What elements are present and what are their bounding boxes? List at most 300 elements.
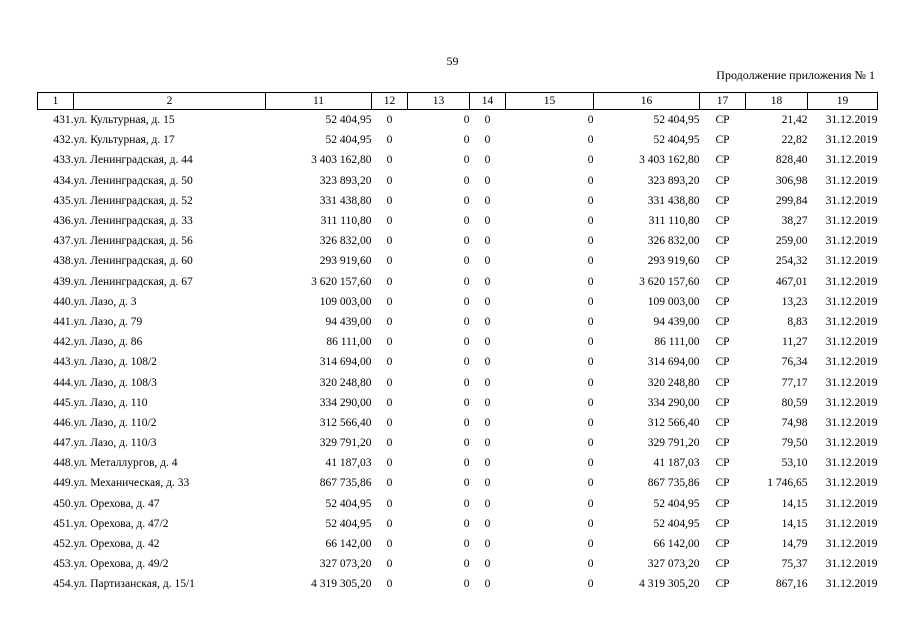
col-18-value: 306,98 <box>775 174 808 187</box>
row-number: 442. <box>53 336 74 349</box>
col-12-value: 0 <box>386 497 393 510</box>
row-number: 452. <box>53 538 74 551</box>
col-18-value: 21,42 <box>781 114 808 127</box>
address: ул. Культурная, д. 17 <box>73 134 175 147</box>
col-19-date: 31.12.2019 <box>825 457 878 470</box>
address: ул. Лазо, д. 86 <box>73 336 143 349</box>
col-12-value: 0 <box>386 215 393 228</box>
col-17-value: СР <box>715 194 730 207</box>
col-19-date: 31.12.2019 <box>825 336 878 349</box>
col-14-value: 0 <box>484 336 491 349</box>
col-11-value: 52 404,95 <box>325 497 372 510</box>
col-13-value: 0 <box>463 235 470 248</box>
address: ул. Лазо, д. 108/3 <box>73 376 157 389</box>
row-number: 432. <box>53 134 74 147</box>
col-16-value: 3 620 157,60 <box>639 275 700 288</box>
col-13-value: 0 <box>463 114 470 127</box>
column-header: 1 <box>38 93 74 110</box>
address: ул. Орехова, д. 47 <box>73 497 160 510</box>
row-number: 449. <box>53 477 74 490</box>
col-18-value: 254,32 <box>775 255 808 268</box>
col-12-value: 0 <box>386 235 393 248</box>
col-19-date: 31.12.2019 <box>825 134 878 147</box>
col-15-value: 0 <box>587 558 594 571</box>
col-13-value: 0 <box>463 477 470 490</box>
col-12-value: 0 <box>386 255 393 268</box>
col-11-value: 312 566,40 <box>319 416 372 429</box>
col-13-value: 0 <box>463 295 470 308</box>
col-11-value: 41 187,03 <box>325 457 372 470</box>
col-17-value: СР <box>715 396 730 409</box>
column-header: 15 <box>506 93 594 110</box>
col-11-value: 3 620 157,60 <box>311 275 372 288</box>
col-14-value: 0 <box>484 578 491 591</box>
col-17-value: СР <box>715 477 730 490</box>
col-11-value: 52 404,95 <box>325 114 372 127</box>
col-12-value: 0 <box>386 174 393 187</box>
col-14-value: 0 <box>484 356 491 369</box>
table-row <box>38 393 878 413</box>
col-17-value: СР <box>715 336 730 349</box>
table-row <box>38 110 878 131</box>
table-row <box>38 433 878 453</box>
col-14-value: 0 <box>484 154 491 167</box>
table-row <box>38 130 878 150</box>
address: ул. Лазо, д. 108/2 <box>73 356 157 369</box>
col-15-value: 0 <box>587 114 594 127</box>
table-row <box>38 574 878 594</box>
col-13-value: 0 <box>463 134 470 147</box>
col-15-value: 0 <box>587 174 594 187</box>
col-13-value: 0 <box>463 558 470 571</box>
col-14-value: 0 <box>484 275 491 288</box>
col-17-value: СР <box>715 356 730 369</box>
col-19-date: 31.12.2019 <box>825 396 878 409</box>
header-row <box>38 93 878 110</box>
row-number: 435. <box>53 194 74 207</box>
col-15-value: 0 <box>587 416 594 429</box>
col-19-date: 31.12.2019 <box>825 477 878 490</box>
col-16-value: 327 073,20 <box>647 558 700 571</box>
col-16-value: 52 404,95 <box>653 134 700 147</box>
table-row <box>38 272 878 292</box>
col-11-value: 320 248,80 <box>319 376 372 389</box>
col-18-value: 22,82 <box>781 134 808 147</box>
col-14-value: 0 <box>484 194 491 207</box>
col-16-value: 293 919,60 <box>647 255 700 268</box>
row-number: 443. <box>53 356 74 369</box>
continuation-label: Продолжение приложения № 1 <box>716 68 875 82</box>
col-18-value: 14,79 <box>781 538 808 551</box>
col-15-value: 0 <box>587 457 594 470</box>
column-header: 11 <box>266 93 372 110</box>
table-row <box>38 191 878 211</box>
table-row <box>38 453 878 473</box>
col-15-value: 0 <box>587 295 594 308</box>
address: ул. Ленинградская, д. 56 <box>73 235 193 248</box>
col-16-value: 331 438,80 <box>647 194 700 207</box>
col-16-value: 311 110,80 <box>648 215 700 228</box>
col-13-value: 0 <box>463 396 470 409</box>
table-row <box>38 473 878 493</box>
address: ул. Ленинградская, д. 33 <box>73 215 193 228</box>
col-12-value: 0 <box>386 416 393 429</box>
column-header: 16 <box>594 93 700 110</box>
col-11-value: 94 439,00 <box>325 315 372 328</box>
row-number: 451. <box>53 517 74 530</box>
address: ул. Орехова, д. 42 <box>73 538 160 551</box>
col-11-value: 323 893,20 <box>319 174 372 187</box>
address: ул. Партизанская, д. 15/1 <box>73 578 195 591</box>
col-14-value: 0 <box>484 376 491 389</box>
col-16-value: 52 404,95 <box>653 497 700 510</box>
col-19-date: 31.12.2019 <box>825 235 878 248</box>
col-18-value: 299,84 <box>775 194 808 207</box>
row-number: 445. <box>53 396 74 409</box>
col-19-date: 31.12.2019 <box>825 578 878 591</box>
col-17-value: СР <box>715 235 730 248</box>
col-16-value: 52 404,95 <box>653 114 700 127</box>
col-16-value: 334 290,00 <box>647 396 700 409</box>
col-16-value: 109 003,00 <box>647 295 700 308</box>
col-15-value: 0 <box>587 336 594 349</box>
col-13-value: 0 <box>463 457 470 470</box>
col-13-value: 0 <box>463 437 470 450</box>
col-15-value: 0 <box>587 194 594 207</box>
col-16-value: 3 403 162,80 <box>639 154 700 167</box>
column-header: 19 <box>808 93 878 110</box>
col-13-value: 0 <box>463 336 470 349</box>
col-14-value: 0 <box>484 457 491 470</box>
row-number: 440. <box>53 295 74 308</box>
column-header: 14 <box>470 93 506 110</box>
col-11-value: 867 735,86 <box>319 477 372 490</box>
col-19-date: 31.12.2019 <box>825 174 878 187</box>
col-17-value: СР <box>715 134 730 147</box>
col-14-value: 0 <box>484 255 491 268</box>
col-12-value: 0 <box>386 134 393 147</box>
col-16-value: 41 187,03 <box>653 457 700 470</box>
address: ул. Ленинградская, д. 60 <box>73 255 193 268</box>
col-15-value: 0 <box>587 215 594 228</box>
col-12-value: 0 <box>386 275 393 288</box>
col-17-value: СР <box>715 437 730 450</box>
col-19-date: 31.12.2019 <box>825 517 878 530</box>
col-18-value: 75,37 <box>781 558 808 571</box>
col-18-value: 79,50 <box>781 437 808 450</box>
col-11-value: 326 832,00 <box>319 235 372 248</box>
col-18-value: 53,10 <box>781 457 808 470</box>
col-17-value: СР <box>715 295 730 308</box>
col-17-value: СР <box>715 376 730 389</box>
col-16-value: 329 791,20 <box>647 437 700 450</box>
col-15-value: 0 <box>587 154 594 167</box>
col-16-value: 867 735,86 <box>647 477 700 490</box>
row-number: 439. <box>53 275 74 288</box>
col-19-date: 31.12.2019 <box>825 497 878 510</box>
col-18-value: 867,16 <box>775 578 808 591</box>
col-12-value: 0 <box>386 336 393 349</box>
col-19-date: 31.12.2019 <box>825 275 878 288</box>
col-19-date: 31.12.2019 <box>825 114 878 127</box>
table-body <box>38 110 878 595</box>
col-18-value: 467,01 <box>775 275 808 288</box>
col-13-value: 0 <box>463 356 470 369</box>
col-14-value: 0 <box>484 416 491 429</box>
col-19-date: 31.12.2019 <box>825 194 878 207</box>
address: ул. Ленинградская, д. 52 <box>73 194 193 207</box>
col-13-value: 0 <box>463 275 470 288</box>
column-header: 18 <box>746 93 808 110</box>
col-12-value: 0 <box>386 376 393 389</box>
col-13-value: 0 <box>463 315 470 328</box>
col-15-value: 0 <box>587 477 594 490</box>
col-16-value: 326 832,00 <box>647 235 700 248</box>
address: ул. Лазо, д. 110/3 <box>73 437 157 450</box>
table-row <box>38 251 878 271</box>
col-15-value: 0 <box>587 437 594 450</box>
row-number: 446. <box>53 416 74 429</box>
col-13-value: 0 <box>463 255 470 268</box>
row-number: 441. <box>53 315 74 328</box>
col-19-date: 31.12.2019 <box>825 215 878 228</box>
table-row <box>38 352 878 372</box>
col-12-value: 0 <box>386 154 393 167</box>
col-16-value: 314 694,00 <box>647 356 700 369</box>
col-11-value: 329 791,20 <box>319 437 372 450</box>
column-header: 12 <box>372 93 408 110</box>
col-19-date: 31.12.2019 <box>825 558 878 571</box>
table-row <box>38 211 878 231</box>
address: ул. Металлургов, д. 4 <box>73 457 178 470</box>
col-12-value: 0 <box>386 396 393 409</box>
col-13-value: 0 <box>463 215 470 228</box>
row-number: 431. <box>53 114 74 127</box>
col-12-value: 0 <box>386 194 393 207</box>
col-14-value: 0 <box>484 215 491 228</box>
col-18-value: 14,15 <box>781 517 808 530</box>
table-row <box>38 150 878 170</box>
col-19-date: 31.12.2019 <box>825 538 878 551</box>
col-14-value: 0 <box>484 114 491 127</box>
address: ул. Лазо, д. 110 <box>73 396 148 409</box>
col-17-value: СР <box>715 517 730 530</box>
col-18-value: 14,15 <box>781 497 808 510</box>
col-12-value: 0 <box>386 437 393 450</box>
table-row <box>38 372 878 392</box>
col-18-value: 8,83 <box>787 315 808 328</box>
col-18-value: 77,17 <box>781 376 808 389</box>
col-12-value: 0 <box>386 477 393 490</box>
address: ул. Ленинградская, д. 67 <box>73 275 193 288</box>
col-15-value: 0 <box>587 578 594 591</box>
col-17-value: СР <box>715 215 730 228</box>
table-row <box>38 312 878 332</box>
col-17-value: СР <box>715 154 730 167</box>
col-19-date: 31.12.2019 <box>825 315 878 328</box>
col-18-value: 828,40 <box>775 154 808 167</box>
col-16-value: 312 566,40 <box>647 416 700 429</box>
col-11-value: 334 290,00 <box>319 396 372 409</box>
row-number: 448. <box>53 457 74 470</box>
col-17-value: СР <box>715 315 730 328</box>
col-19-date: 31.12.2019 <box>825 437 878 450</box>
table-row <box>38 514 878 534</box>
row-number: 447. <box>53 437 74 450</box>
col-18-value: 80,59 <box>781 396 808 409</box>
col-14-value: 0 <box>484 396 491 409</box>
col-13-value: 0 <box>463 578 470 591</box>
col-14-value: 0 <box>484 437 491 450</box>
col-19-date: 31.12.2019 <box>825 376 878 389</box>
col-13-value: 0 <box>463 174 470 187</box>
col-17-value: СР <box>715 275 730 288</box>
col-14-value: 0 <box>484 497 491 510</box>
col-14-value: 0 <box>484 315 491 328</box>
col-14-value: 0 <box>484 295 491 308</box>
table-row <box>38 494 878 514</box>
col-15-value: 0 <box>587 538 594 551</box>
col-12-value: 0 <box>386 538 393 551</box>
col-17-value: СР <box>715 416 730 429</box>
col-11-value: 52 404,95 <box>325 517 372 530</box>
address: ул. Ленинградская, д. 50 <box>73 174 193 187</box>
row-number: 444. <box>53 376 74 389</box>
col-15-value: 0 <box>587 275 594 288</box>
col-16-value: 94 439,00 <box>653 315 700 328</box>
column-header: 13 <box>408 93 470 110</box>
col-18-value: 76,34 <box>781 356 808 369</box>
address: ул. Механическая, д. 33 <box>73 477 190 490</box>
col-16-value: 4 319 305,20 <box>639 578 700 591</box>
col-11-value: 327 073,20 <box>319 558 372 571</box>
col-13-value: 0 <box>463 194 470 207</box>
table-row <box>38 292 878 312</box>
col-13-value: 0 <box>463 497 470 510</box>
col-16-value: 323 893,20 <box>647 174 700 187</box>
address: ул. Лазо, д. 79 <box>73 315 143 328</box>
col-11-value: 311 110,80 <box>320 215 372 228</box>
col-11-value: 109 003,00 <box>319 295 372 308</box>
col-14-value: 0 <box>484 558 491 571</box>
col-17-value: СР <box>715 578 730 591</box>
col-15-value: 0 <box>587 255 594 268</box>
col-15-value: 0 <box>587 376 594 389</box>
col-14-value: 0 <box>484 538 491 551</box>
address: ул. Ленинградская, д. 44 <box>73 154 193 167</box>
col-12-value: 0 <box>386 356 393 369</box>
col-11-value: 86 111,00 <box>326 336 372 349</box>
col-13-value: 0 <box>463 154 470 167</box>
address: ул. Орехова, д. 49/2 <box>73 558 169 571</box>
col-19-date: 31.12.2019 <box>825 255 878 268</box>
col-16-value: 66 142,00 <box>653 538 700 551</box>
row-number: 437. <box>53 235 74 248</box>
col-18-value: 38,27 <box>781 215 808 228</box>
col-15-value: 0 <box>587 235 594 248</box>
col-15-value: 0 <box>587 356 594 369</box>
col-18-value: 13,23 <box>781 295 808 308</box>
col-15-value: 0 <box>587 396 594 409</box>
col-12-value: 0 <box>386 558 393 571</box>
col-11-value: 331 438,80 <box>319 194 372 207</box>
col-12-value: 0 <box>386 517 393 530</box>
col-17-value: СР <box>715 457 730 470</box>
row-number: 438. <box>53 255 74 268</box>
row-number: 433. <box>53 154 74 167</box>
table-row <box>38 413 878 433</box>
table-row <box>38 171 878 191</box>
address: ул. Культурная, д. 15 <box>73 114 175 127</box>
table-row <box>38 534 878 554</box>
col-12-value: 0 <box>386 114 393 127</box>
col-17-value: СР <box>715 538 730 551</box>
row-number: 450. <box>53 497 74 510</box>
col-11-value: 3 403 162,80 <box>311 154 372 167</box>
table-row <box>38 332 878 352</box>
col-16-value: 52 404,95 <box>653 517 700 530</box>
col-14-value: 0 <box>484 477 491 490</box>
col-12-value: 0 <box>386 578 393 591</box>
col-17-value: СР <box>715 174 730 187</box>
col-19-date: 31.12.2019 <box>825 154 878 167</box>
col-13-value: 0 <box>463 517 470 530</box>
col-11-value: 293 919,60 <box>319 255 372 268</box>
col-13-value: 0 <box>463 416 470 429</box>
col-12-value: 0 <box>386 457 393 470</box>
address: ул. Лазо, д. 3 <box>73 295 137 308</box>
row-number: 454. <box>53 578 74 591</box>
col-13-value: 0 <box>463 376 470 389</box>
col-17-value: СР <box>715 558 730 571</box>
row-number: 434. <box>53 174 74 187</box>
col-14-value: 0 <box>484 235 491 248</box>
table-row <box>38 231 878 251</box>
col-11-value: 314 694,00 <box>319 356 372 369</box>
col-15-value: 0 <box>587 134 594 147</box>
col-17-value: СР <box>715 255 730 268</box>
col-17-value: СР <box>715 497 730 510</box>
col-17-value: СР <box>715 114 730 127</box>
col-11-value: 52 404,95 <box>325 134 372 147</box>
row-number: 453. <box>53 558 74 571</box>
row-number: 436. <box>53 215 74 228</box>
col-18-value: 259,00 <box>775 235 808 248</box>
table-row <box>38 554 878 574</box>
column-header: 17 <box>700 93 746 110</box>
data-table <box>37 92 878 595</box>
col-11-value: 4 319 305,20 <box>311 578 372 591</box>
address: ул. Орехова, д. 47/2 <box>73 517 169 530</box>
col-18-value: 74,98 <box>781 416 808 429</box>
col-15-value: 0 <box>587 315 594 328</box>
page-number: 59 <box>446 54 459 68</box>
col-14-value: 0 <box>484 134 491 147</box>
col-18-value: 11,27 <box>782 336 808 349</box>
col-12-value: 0 <box>386 295 393 308</box>
col-18-value: 1 746,65 <box>767 477 808 490</box>
col-12-value: 0 <box>386 315 393 328</box>
col-16-value: 86 111,00 <box>654 336 700 349</box>
col-14-value: 0 <box>484 517 491 530</box>
col-14-value: 0 <box>484 174 491 187</box>
col-15-value: 0 <box>587 517 594 530</box>
col-15-value: 0 <box>587 497 594 510</box>
col-16-value: 320 248,80 <box>647 376 700 389</box>
col-13-value: 0 <box>463 538 470 551</box>
col-11-value: 66 142,00 <box>325 538 372 551</box>
column-header: 2 <box>74 93 266 110</box>
